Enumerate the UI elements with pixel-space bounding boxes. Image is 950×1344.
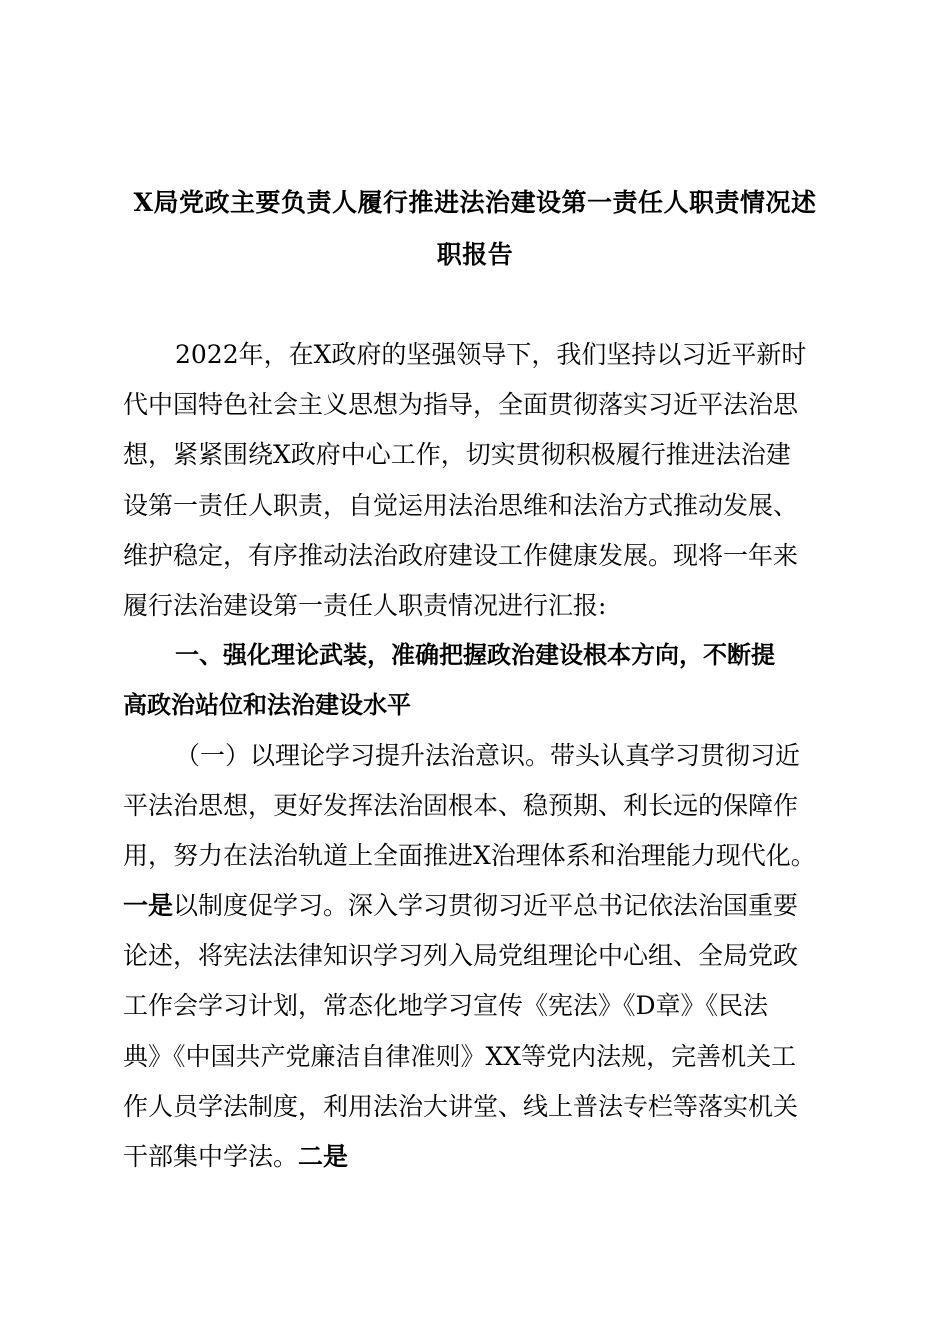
document-title-line-1: X局党政主要负责人履行推进法治建设第一责任人职责情况述 <box>133 188 817 217</box>
intro-line: 2022年，在X政府的坚强领导下，我们坚持以习近平新时 <box>175 340 807 369</box>
intro-line: 设第一责任人职责，自觉运用法治思维和法治方式推动发展、 <box>123 491 799 520</box>
point-1-line: 典》《中国共产党廉洁自律准则》XX等党内法规，完善机关工 <box>123 1042 797 1071</box>
sub1-line: 用，努力在法治轨道上全面推进X治理体系和治理能力现代化。 <box>123 841 816 870</box>
point-1-last-line <box>123 1142 348 1172</box>
point-2-label: 二是 <box>298 1142 349 1171</box>
intro-line: 维护稳定，有序推动法治政府建设工作健康发展。现将一年来 <box>123 541 799 570</box>
point-1-text: 以制度促学习。深入学习贯彻习近平总书记依法治国重要 <box>173 891 799 920</box>
point-1-label: 一是 <box>123 891 174 920</box>
intro-line: 履行法治建设第一责任人职责情况进行汇报: <box>123 591 607 620</box>
point-1-line: 工作会学习计划，常态化地学习宣传《宪法》《D章》《民法 <box>123 991 769 1020</box>
intro-line: 代中国特色社会主义思想为指导，全面贯彻落实习近平法治思 <box>123 390 799 419</box>
section-1-heading-line-1: 一、强化理论武装，准确把握政治建设根本方向，不断提 <box>175 641 775 669</box>
intro-line: 想，紧紧围绕X政府中心工作，切实贯彻积极履行推进法治建 <box>123 440 791 469</box>
sub1-line: 平法治思想，更好发挥法治固根本、稳预期、利长远的保障作 <box>123 791 799 820</box>
point-1-last-text: 干部集中学法。 <box>123 1142 299 1171</box>
sub1-line: （一）以理论学习提升法治意识。带头认真学习贯彻习近 <box>175 741 801 770</box>
section-1-heading-line-2: 高政治站位和法治建设水平 <box>123 691 411 719</box>
point-1-line: 作人员学法制度，利用法治大讲堂、线上普法专栏等落实机关 <box>123 1092 799 1121</box>
point-1-line <box>123 891 798 921</box>
document-title-line-2: 职报告 <box>436 240 514 269</box>
point-1-line: 论述，将宪法法律知识学习列入局党组理论中心组、全局党政 <box>123 941 799 970</box>
